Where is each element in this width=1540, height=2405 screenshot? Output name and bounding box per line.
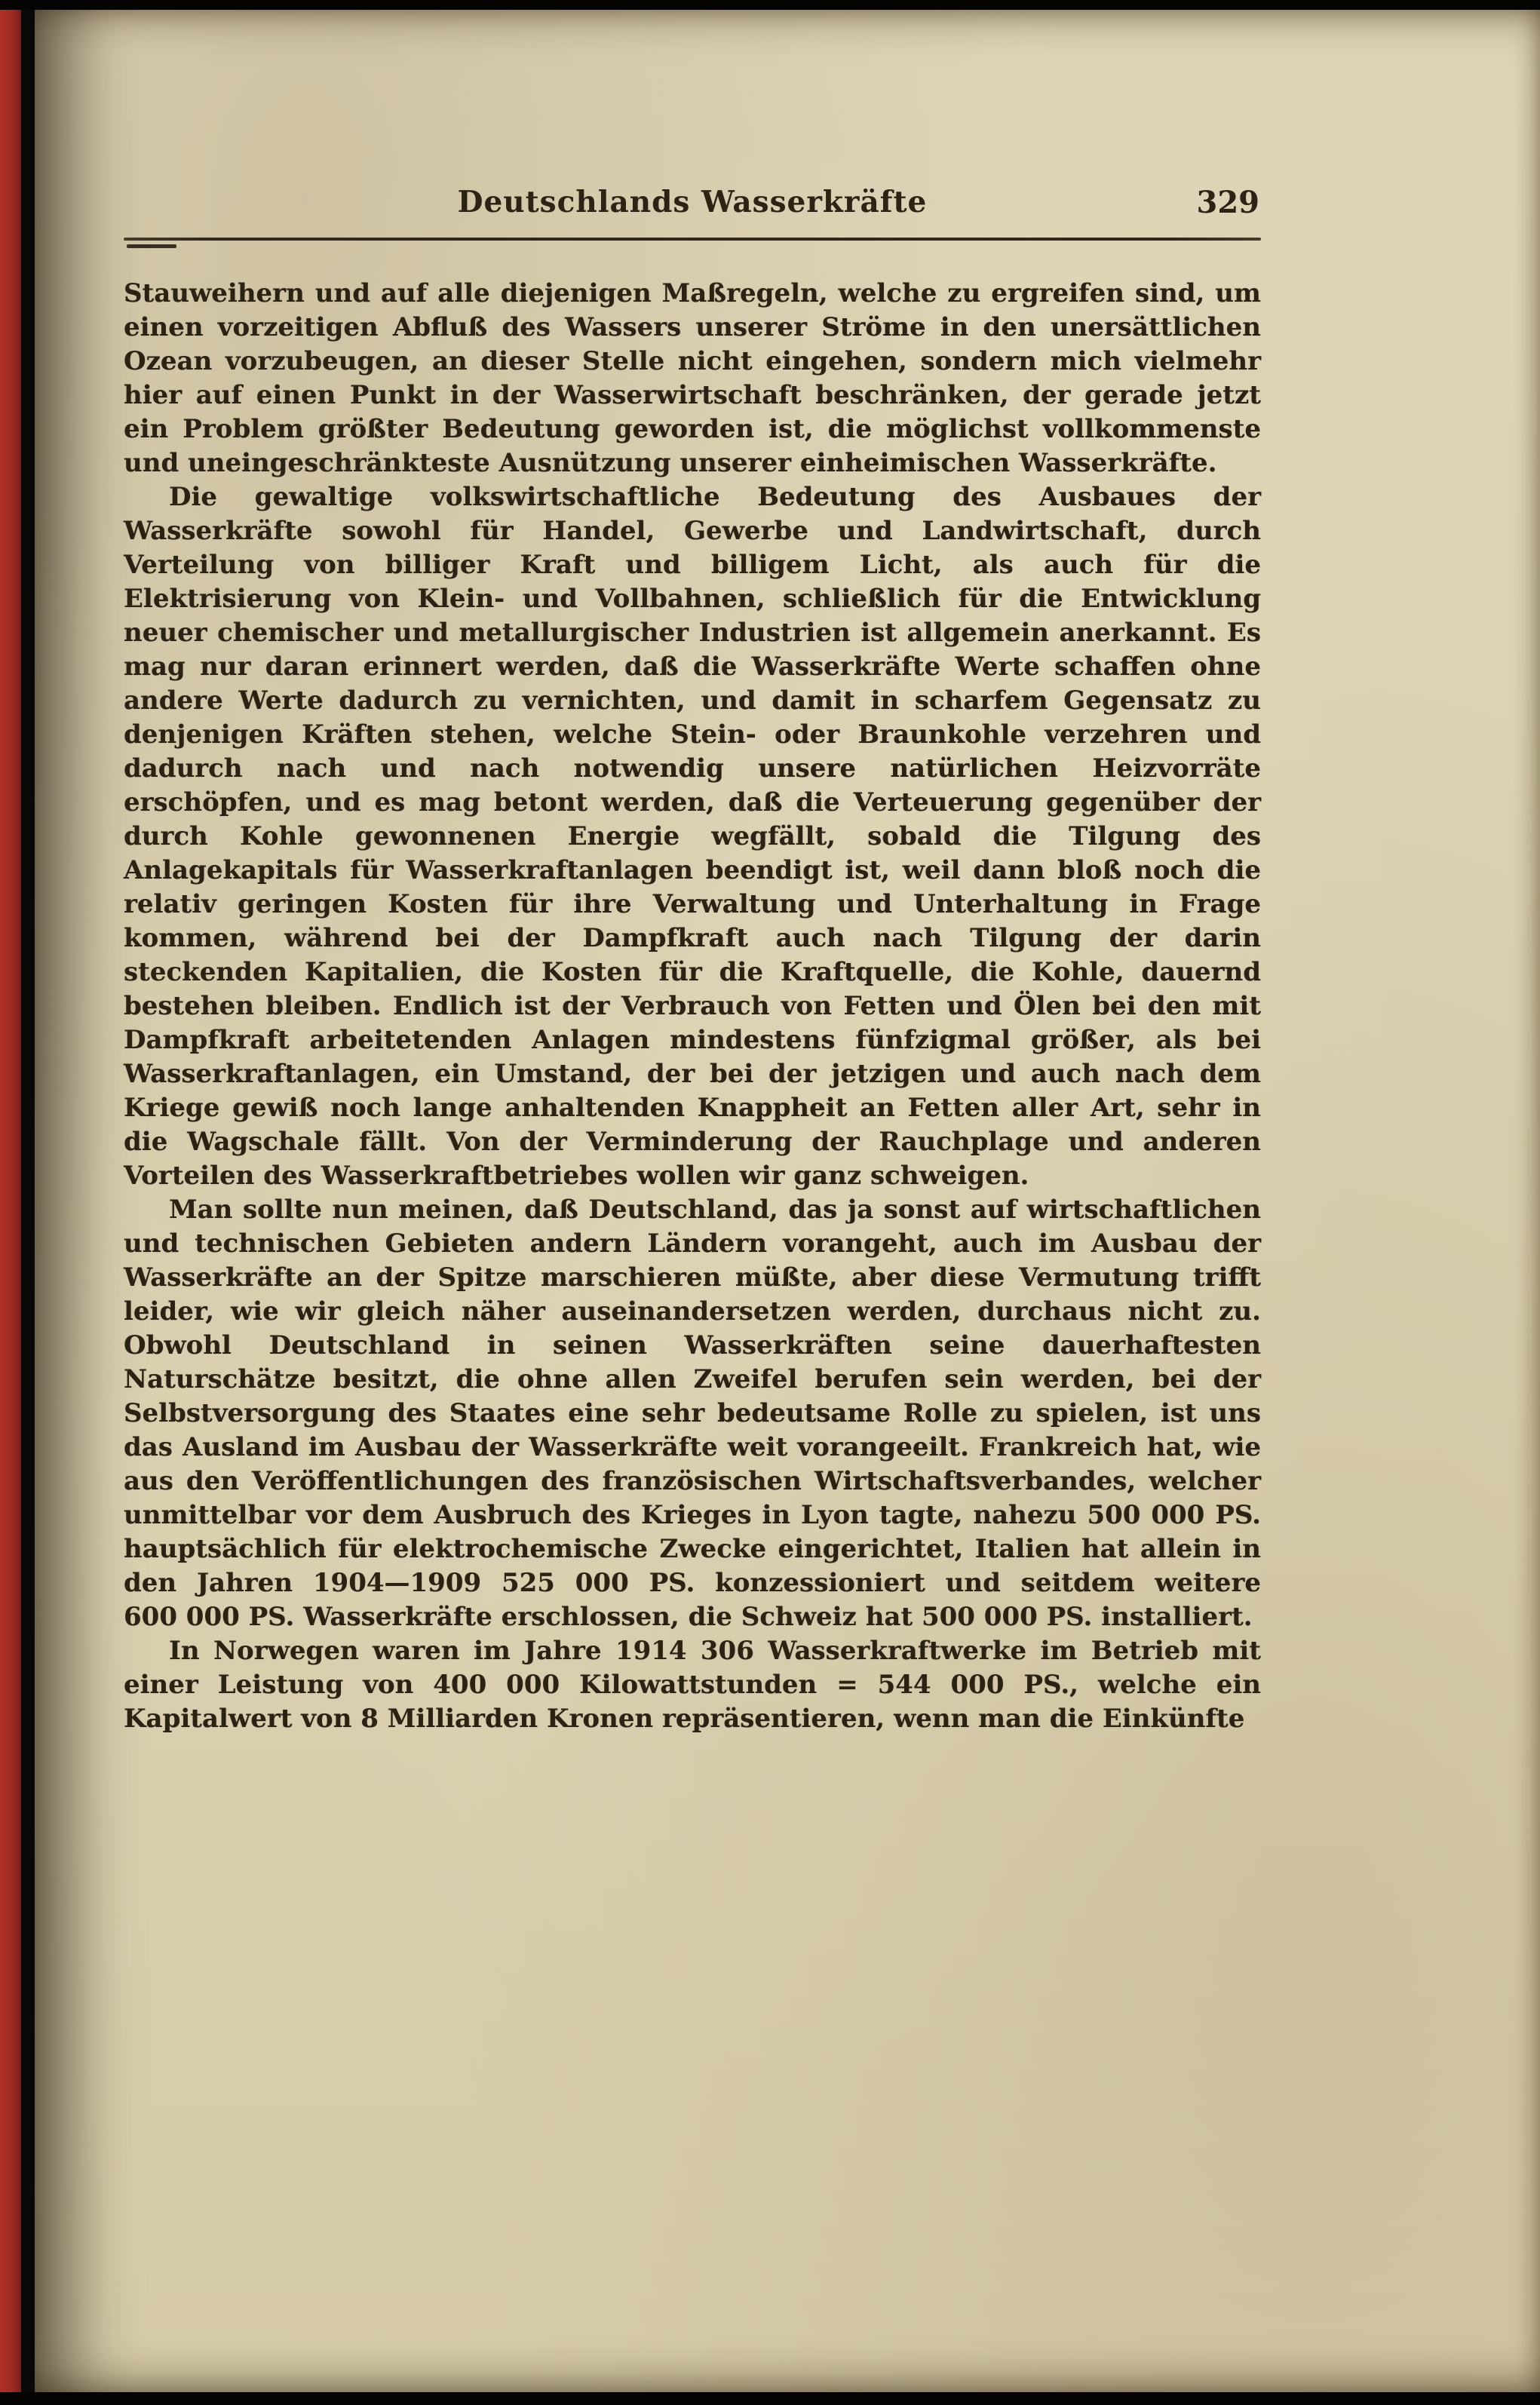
paragraph: Man sollte nun meinen, daß Deutschland, das ja sonst auf wirtschaftlichen und technischen Gebieten andern Ländern vorangeht, auch im Ausbau der Wasserkräfte an der Spitze marschieren müßte, aber diese Vermutung trifft leider, wie wir gleich näher auseinandersetzen werden, durchaus nicht zu. Obwohl Deutschland in seinen Wasserkräften seine dauerhaftesten Naturschätze besitzt, die ohne allen Zweifel berufen sein werden, bei der Selbstversorgung des Staates eine sehr bedeutsame Rolle zu spielen, ist uns das Ausland im Ausbau der Wasserkräfte weit vorangeeilt. Frankreich hat, wie aus den Veröffentlichungen des französischen Wirtschaftsverbandes, welcher unmittelbar vor dem Ausbruch des Krieges in Lyon tagte, nahezu 500 000 PS. hauptsächlich für elektrochemische Zwecke eingerichtet, Italien hat allein in den Jahren 1904—1909 525 000 PS. konzessioniert und seitdem weitere 600 000 PS. Wasserkräfte erschlossen, die Schweiz hat 500 000 PS. installiert. (124, 1195, 1261, 1632)
running-head (124, 185, 1261, 227)
body-text (124, 277, 1261, 1736)
page-number: 329 (1196, 185, 1259, 220)
page-paper (35, 9, 1540, 2393)
paragraph: Die gewaltige volkswirtschaftliche Bedeutung des Ausbaues der Wasserkräfte sowohl für Handel, Gewerbe und Landwirtschaft, durch Verteilung von billiger Kraft und billigem Licht, als auch für die Elektrisierung von Klein- und Vollbahnen, schließlich für die Entwicklung neuer chemischer und metallurgischer Industrien ist allgemein anerkannt. Es mag nur daran erinnert werden, daß die Wasserkräfte Werte schaffen ohne andere Werte dadurch zu vernichten, und damit in scharfem Gegensatz zu denjenigen Kräften stehen, welche Stein- oder Braunkohle verzehren und dadurch nach und nach notwendig unsere natürlichen Heizvorräte erschöpfen, und es mag betont werden, daß die Verteuerung gegenüber der durch Kohle gewonnenen Energie wegfällt, sobald die Tilgung des Anlagekapitals für Wasserkraftanlagen beendigt ist, weil dann bloß noch die relativ geringen Kosten für ihre Verwaltung und Unterhaltung in Frage kommen, während bei der Dampfkraft auch nach Tilgung der darin steckenden Kapitalien, die Kosten für die Kraftquelle, die Kohle, dauernd bestehen bleiben. Endlich ist der Verbrauch von Fetten und Ölen bei den mit Dampfkraft arbeitetenden Anlagen mindestens fünfzigmal größer, als bei Wasserkraftanlagen, ein Umstand, der bei der jetzigen und auch nach dem Kriege gewiß noch lange anhaltenden Knappheit an Fetten aller Art, sehr in die Wagschale fällt. Von der Verminderung der Rauchplage und anderen Vorteilen des Wasserkraftbetriebes wollen wir ganz schweigen. (124, 482, 1261, 1191)
scan-artifact-dash (127, 244, 176, 248)
paragraph: In Norwegen waren im Jahre 1914 306 Wasserkraftwerke im Betrieb mit einer Leistung von 400 000 Kilowattstunden = 544 000 PS., welche ein Kapitalwert von 8 Milliarden Kronen repräsentieren, wenn man die Einkünfte (124, 1636, 1261, 1734)
running-head-title: Deutschlands Wasserkräfte (457, 185, 928, 219)
text-column (124, 9, 1261, 1736)
scan-edge-top (0, 0, 1540, 10)
paragraph: Stauweihern und auf alle diejenigen Maßregeln, welche zu ergreifen sind, um einen vorzeitigen Abfluß des Wassers unserer Ströme in den unersättlichen Ozean vorzubeugen, an dieser Stelle nicht eingehen, sondern mich vielmehr hier auf einen Punkt in der Wasserwirtschaft beschränken, der gerade jetzt ein Problem größter Bedeutung geworden ist, die möglichst vollkommenste und uneingeschränkteste Ausnützung unserer einheimischen Wasserkräfte. (124, 278, 1261, 478)
scan-edge-left (21, 0, 36, 2405)
book-spine-strip (0, 5, 23, 2399)
scan-edge-bottom (0, 2392, 1540, 2405)
header-rule (124, 238, 1261, 241)
